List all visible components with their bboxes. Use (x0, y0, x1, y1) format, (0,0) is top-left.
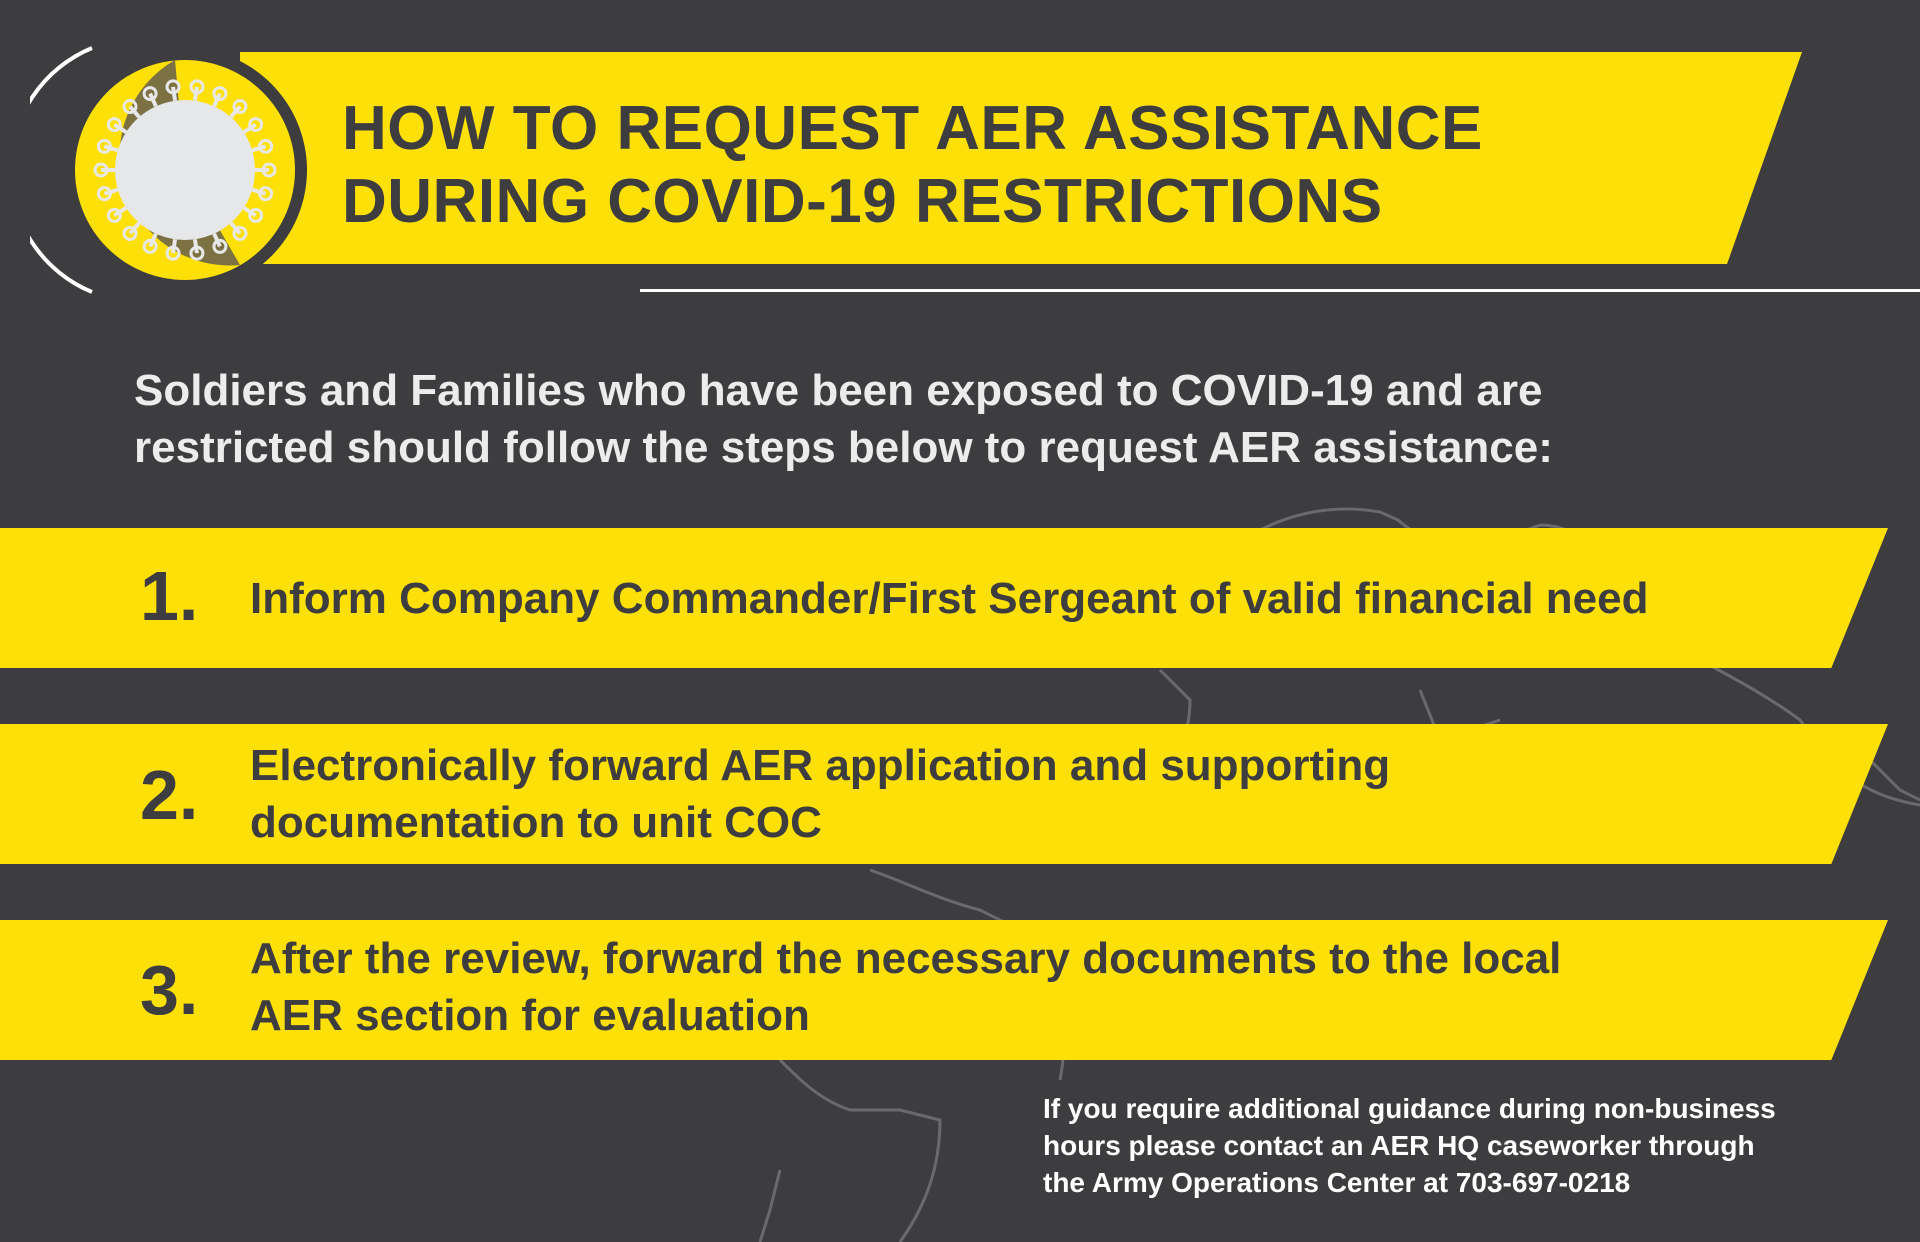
footnote-line-2: hours please contact an AER HQ caseworker through (1043, 1130, 1755, 1161)
step-2-number: 2. (140, 756, 199, 834)
step-3-line-2: AER section for evaluation (250, 991, 810, 1040)
step-1-text (250, 570, 1648, 627)
footnote-contact (1043, 1090, 1776, 1201)
footnote-line-1: If you require additional guidance during non-business (1043, 1093, 1776, 1124)
title-line-2: DURING COVID-19 RESTRICTIONS (342, 167, 1383, 236)
footnote-line-3: the Army Operations Center at 703-697-0218 (1043, 1167, 1631, 1198)
step-3-text (250, 930, 1561, 1044)
step-2-line-1: Electronically forward AER application and supporting (250, 741, 1391, 790)
step-2-text (250, 737, 1390, 851)
step-1-number: 1. (140, 557, 199, 635)
intro-line-2: restricted should follow the steps below to request AER assistance: (134, 423, 1553, 472)
intro-text (134, 362, 1553, 476)
title-divider (640, 289, 1920, 292)
step-1-line-1: Inform Company Commander/First Sergeant of valid financial need (250, 574, 1649, 623)
intro-line-1: Soldiers and Families who have been exposed to COVID-19 and are (134, 366, 1543, 415)
virus-icon (30, 40, 320, 300)
step-2-line-2: documentation to unit COC (250, 798, 822, 847)
step-3-number: 3. (140, 951, 199, 1029)
step-3-line-1: After the review, forward the necessary documents to the local (250, 934, 1562, 983)
page-title (342, 92, 1483, 238)
title-line-1: HOW TO REQUEST AER ASSISTANCE (342, 94, 1483, 163)
